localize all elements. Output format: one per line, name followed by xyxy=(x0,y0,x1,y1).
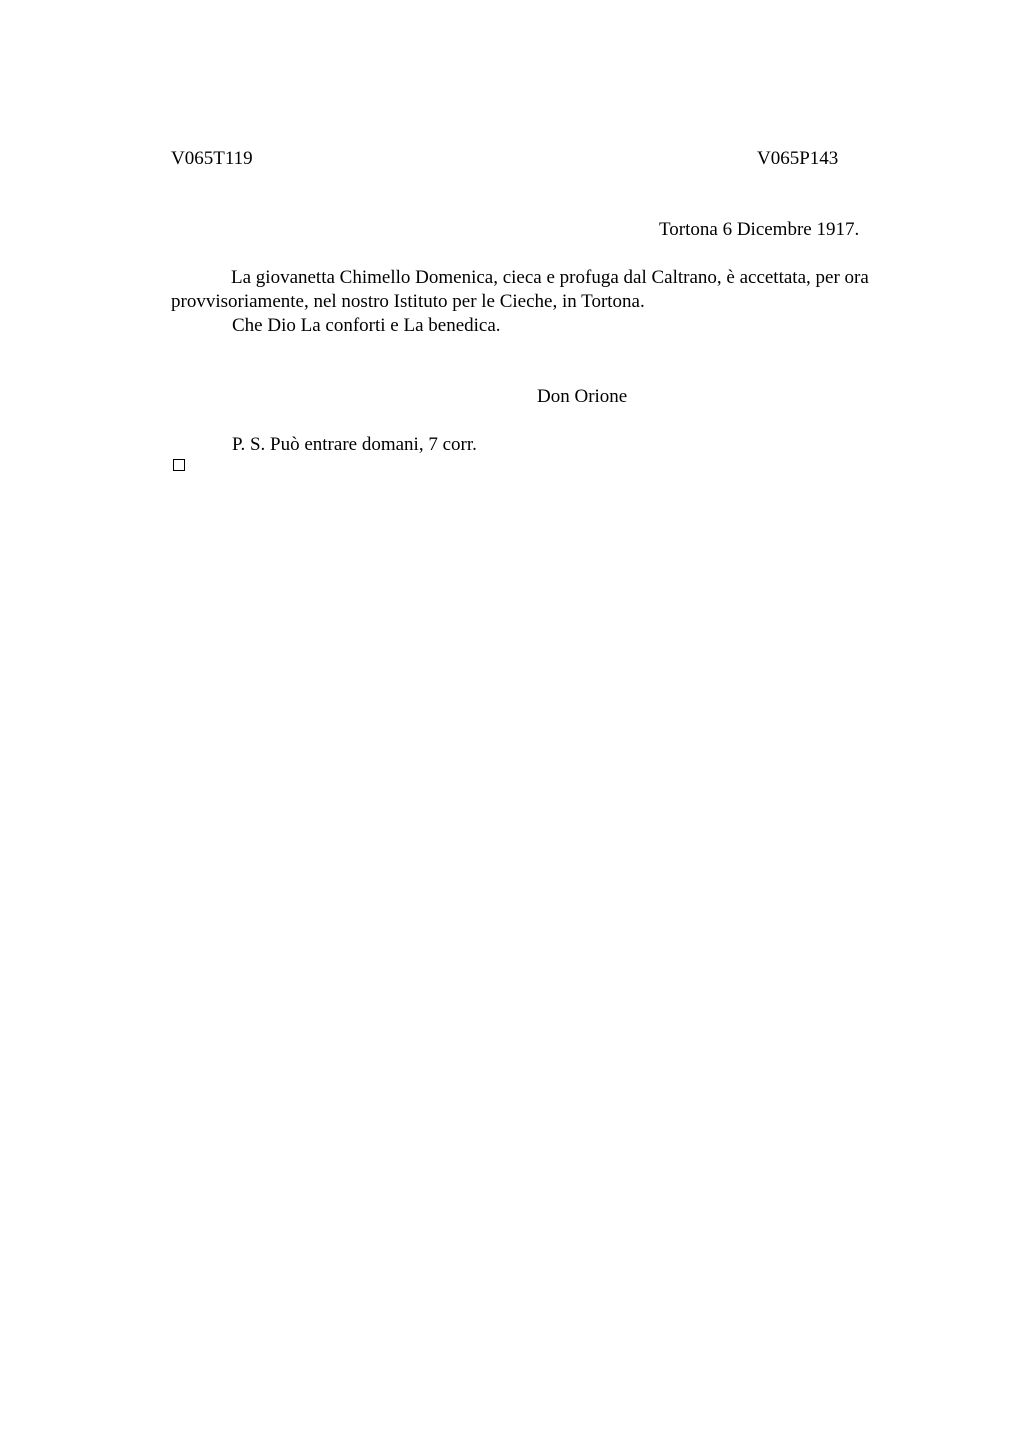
letter-body-paragraph xyxy=(171,266,941,314)
document-code-left: V065T119 xyxy=(171,148,253,169)
letter-body-text: La giovanetta Chimello Domenica, cieca e profuga dal Caltrano, è accettata, per ora provvisoriamente, nel nostro Istituto per le Cieche, in Tortona. xyxy=(171,267,869,312)
document-code-right: V065P143 xyxy=(757,148,839,169)
postscript: P. S. Può entrare domani, 7 corr. xyxy=(232,434,477,455)
signature: Don Orione xyxy=(537,386,628,407)
letter-closing: Che Dio La conforti e La benedica. xyxy=(232,315,501,336)
empty-square-icon xyxy=(173,459,185,471)
place-date-line: Tortona 6 Dicembre 1917. xyxy=(659,219,860,240)
